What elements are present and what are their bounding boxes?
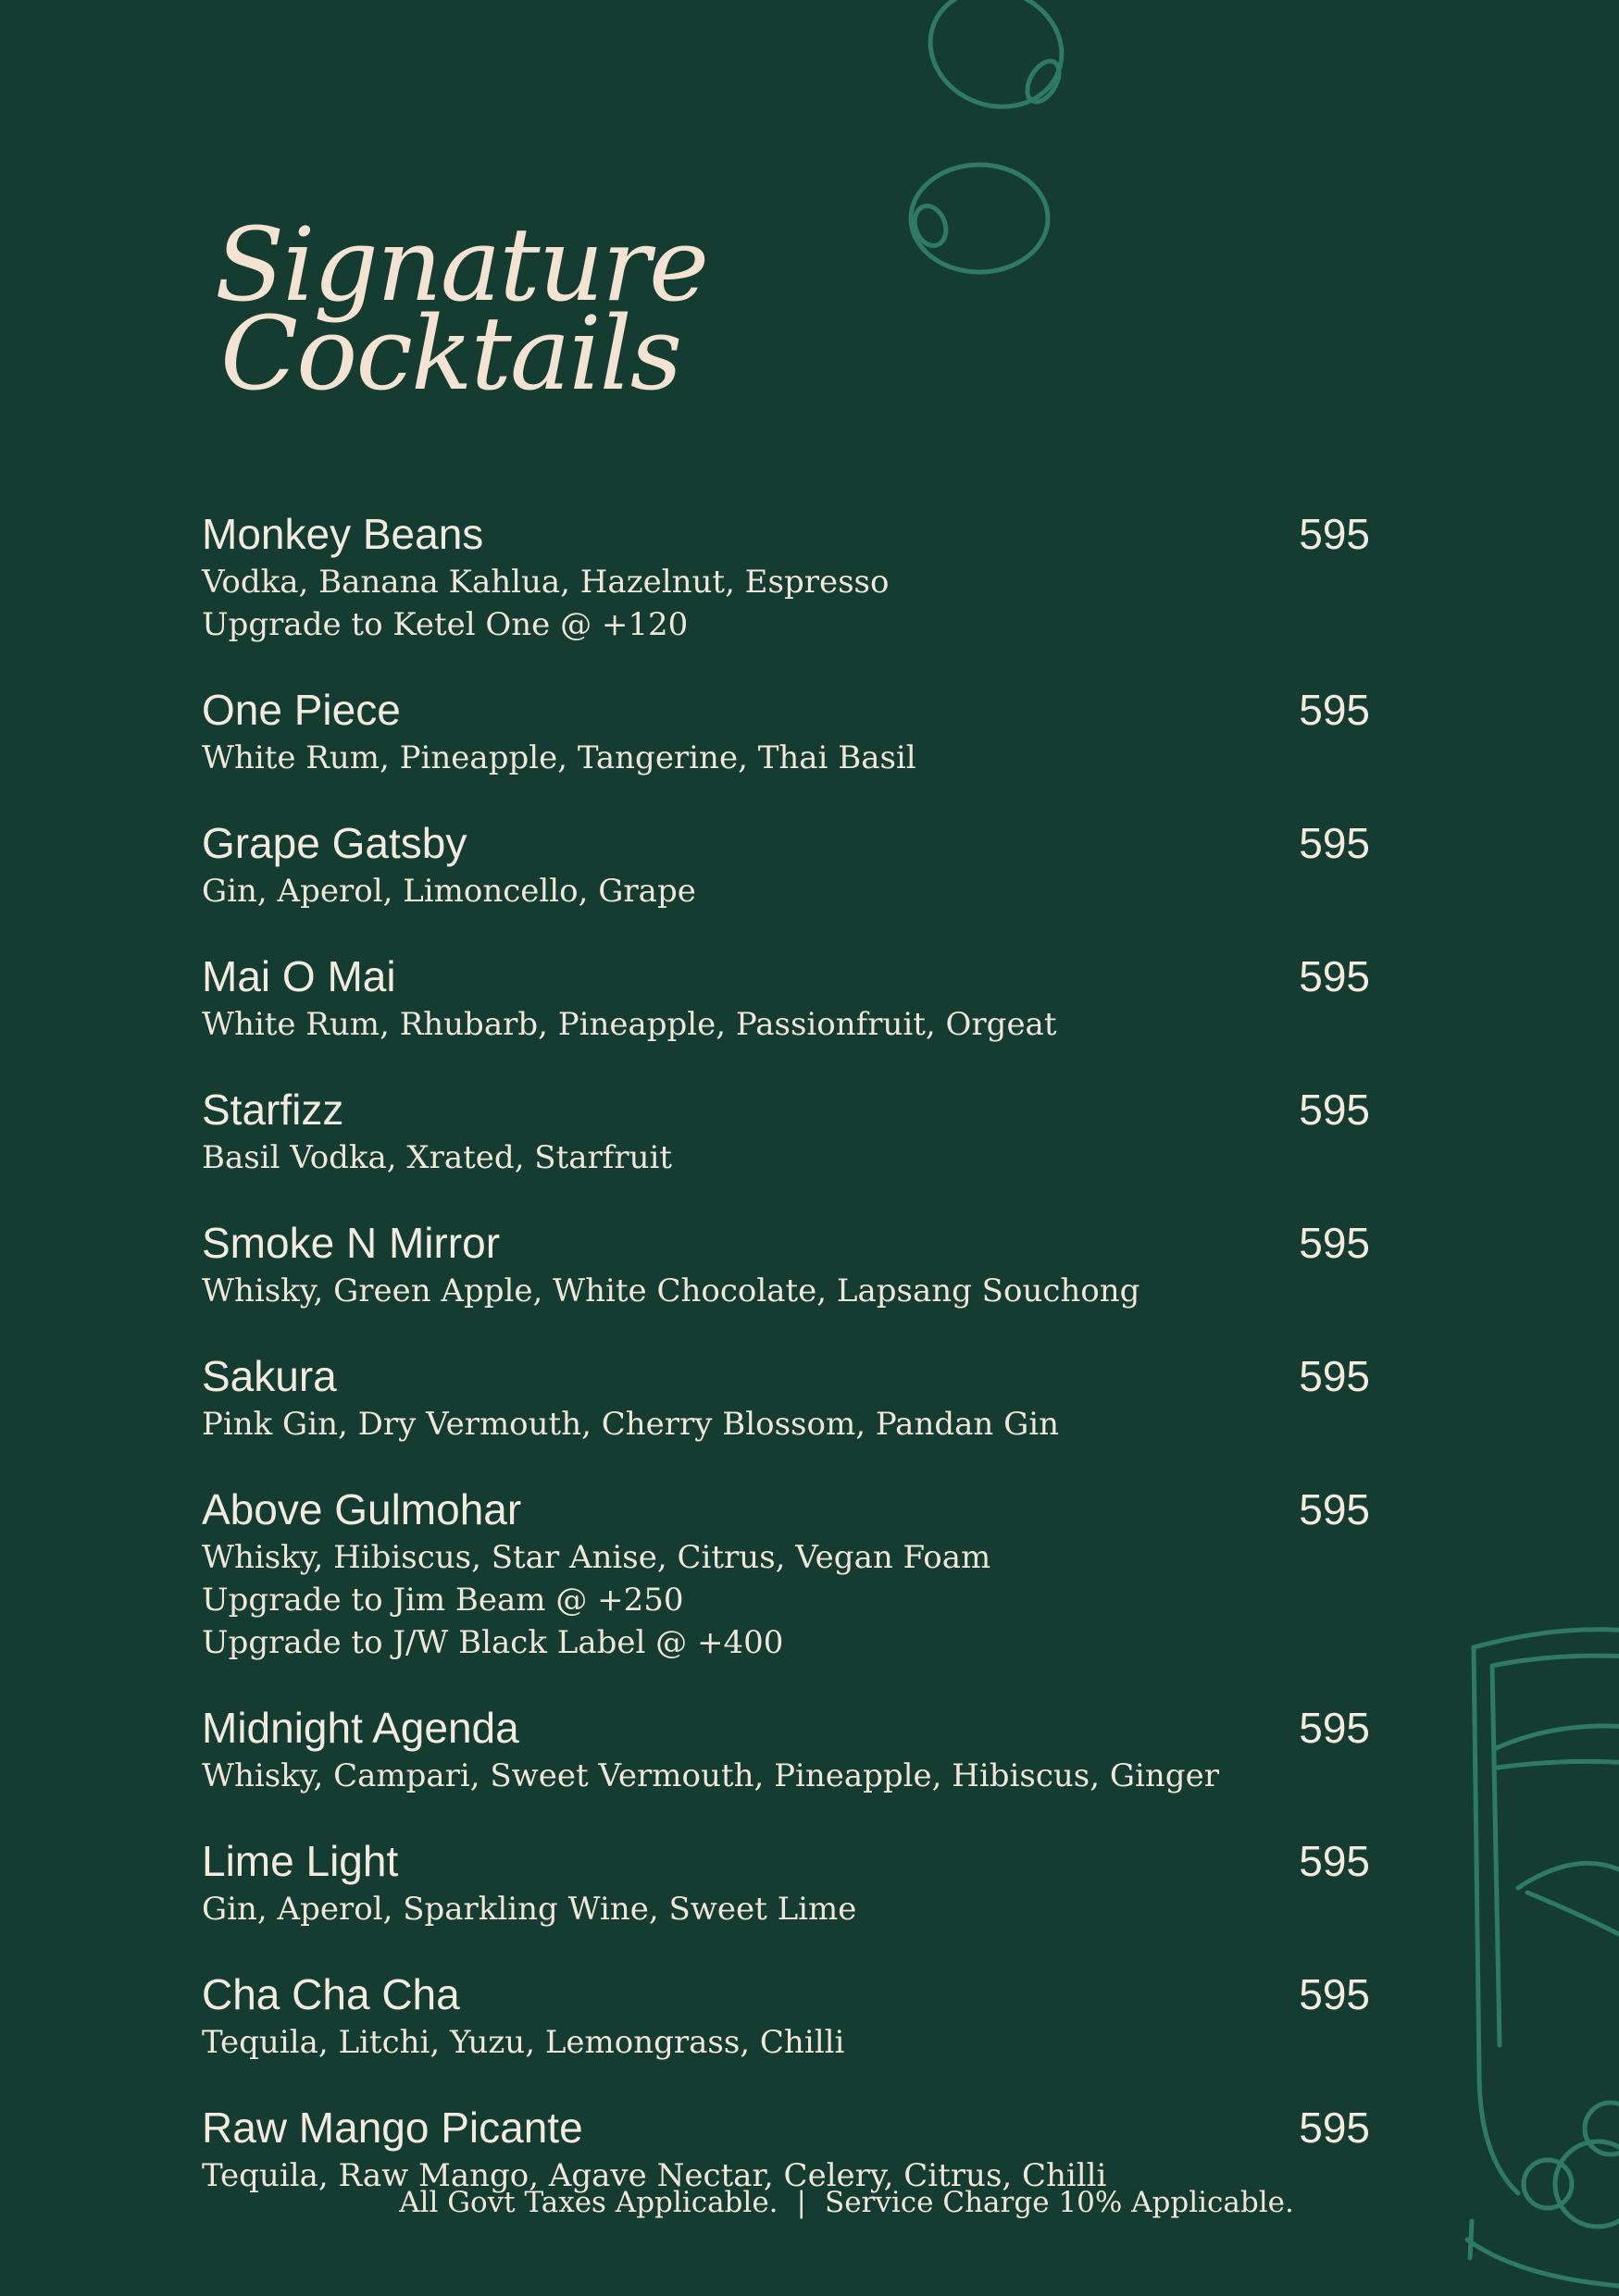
- item-name: Lime Light: [202, 1837, 399, 1885]
- menu-item: [202, 1701, 1370, 1797]
- menu-item: [202, 1083, 1370, 1179]
- menu-title: [215, 205, 708, 413]
- item-ingredients: Pink Gin, Dry Vermouth, Cherry Blossom, Pandan Gin: [202, 1406, 1060, 1443]
- item-upgrade-note: Upgrade to Ketel One @ +120: [202, 606, 689, 643]
- item-name: Starfizz: [202, 1086, 344, 1134]
- olive-icon: [909, 165, 1048, 272]
- menu-item: [202, 1216, 1370, 1312]
- item-price: 595: [1299, 2104, 1370, 2152]
- item-name: Grape Gatsby: [202, 819, 467, 867]
- item-price: 595: [1299, 1086, 1370, 1134]
- item-ingredients: Vodka, Banana Kahlua, Hazelnut, Espresso: [202, 564, 890, 601]
- menu-item: [202, 2101, 1370, 2197]
- item-price: 595: [1299, 1219, 1370, 1267]
- item-price: 595: [1299, 1837, 1370, 1885]
- menu-item: [202, 507, 1370, 646]
- item-ingredients: Tequila, Raw Mango, Agave Nectar, Celery, Citrus, Chilli: [202, 2157, 1107, 2194]
- item-ingredients: Basil Vodka, Xrated, Starfruit: [202, 1139, 673, 1176]
- item-ingredients: White Rum, Rhubarb, Pineapple, Passionfruit, Orgeat: [202, 1006, 1057, 1043]
- menu-title-line1: Signature: [215, 205, 708, 324]
- item-ingredients: Whisky, Green Apple, White Chocolate, Lapsang Souchong: [202, 1272, 1140, 1309]
- menu-item: [202, 816, 1370, 912]
- item-name: Raw Mango Picante: [202, 2104, 583, 2152]
- item-name: Above Gulmohar: [202, 1485, 522, 1533]
- olive-icon: [914, 0, 1078, 125]
- item-name: Mai O Mai: [202, 952, 396, 1000]
- footer-service-charge: Service Charge 10% Applicable.: [824, 2186, 1294, 2219]
- menu-item: [202, 1834, 1370, 1930]
- item-price: 595: [1299, 1970, 1370, 2018]
- item-name: Monkey Beans: [202, 510, 484, 558]
- cocktail-list: [202, 507, 1370, 2197]
- menu-title-line2: Cocktails: [220, 294, 681, 413]
- footer-separator: |: [796, 2186, 806, 2219]
- item-name: Cha Cha Cha: [202, 1970, 460, 2018]
- item-ingredients: Whisky, Campari, Sweet Vermouth, Pineapple, Hibiscus, Ginger: [202, 1757, 1219, 1794]
- item-ingredients: Gin, Aperol, Limoncello, Grape: [202, 873, 696, 910]
- item-ingredients: Gin, Aperol, Sparkling Wine, Sweet Lime: [202, 1891, 857, 1928]
- item-price: 595: [1299, 686, 1370, 734]
- item-price: 595: [1299, 1704, 1370, 1752]
- menu-item: [202, 1349, 1370, 1446]
- item-upgrade-note: Upgrade to J/W Black Label @ +400: [202, 1624, 784, 1661]
- item-price: 595: [1299, 952, 1370, 1000]
- menu-item: [202, 1967, 1370, 2064]
- item-price: 595: [1299, 819, 1370, 867]
- item-price: 595: [1299, 1485, 1370, 1533]
- menu-item: [202, 683, 1370, 779]
- item-ingredients: Whisky, Hibiscus, Star Anise, Citrus, Vegan Foam: [202, 1539, 991, 1576]
- menu-item: [202, 949, 1370, 1046]
- footer-note: [0, 2186, 1619, 2219]
- item-name: Sakura: [202, 1352, 337, 1400]
- item-ingredients: White Rum, Pineapple, Tangerine, Thai Basil: [202, 739, 916, 776]
- menu-item: [202, 1483, 1370, 1664]
- item-price: 595: [1299, 510, 1370, 558]
- item-name: One Piece: [202, 686, 401, 734]
- item-price: 595: [1299, 1352, 1370, 1400]
- item-name: Midnight Agenda: [202, 1704, 519, 1752]
- item-name: Smoke N Mirror: [202, 1219, 501, 1267]
- item-upgrade-note: Upgrade to Jim Beam @ +250: [202, 1582, 684, 1619]
- item-ingredients: Tequila, Litchi, Yuzu, Lemongrass, Chilli: [202, 2024, 845, 2061]
- footer-taxes: All Govt Taxes Applicable.: [399, 2186, 778, 2219]
